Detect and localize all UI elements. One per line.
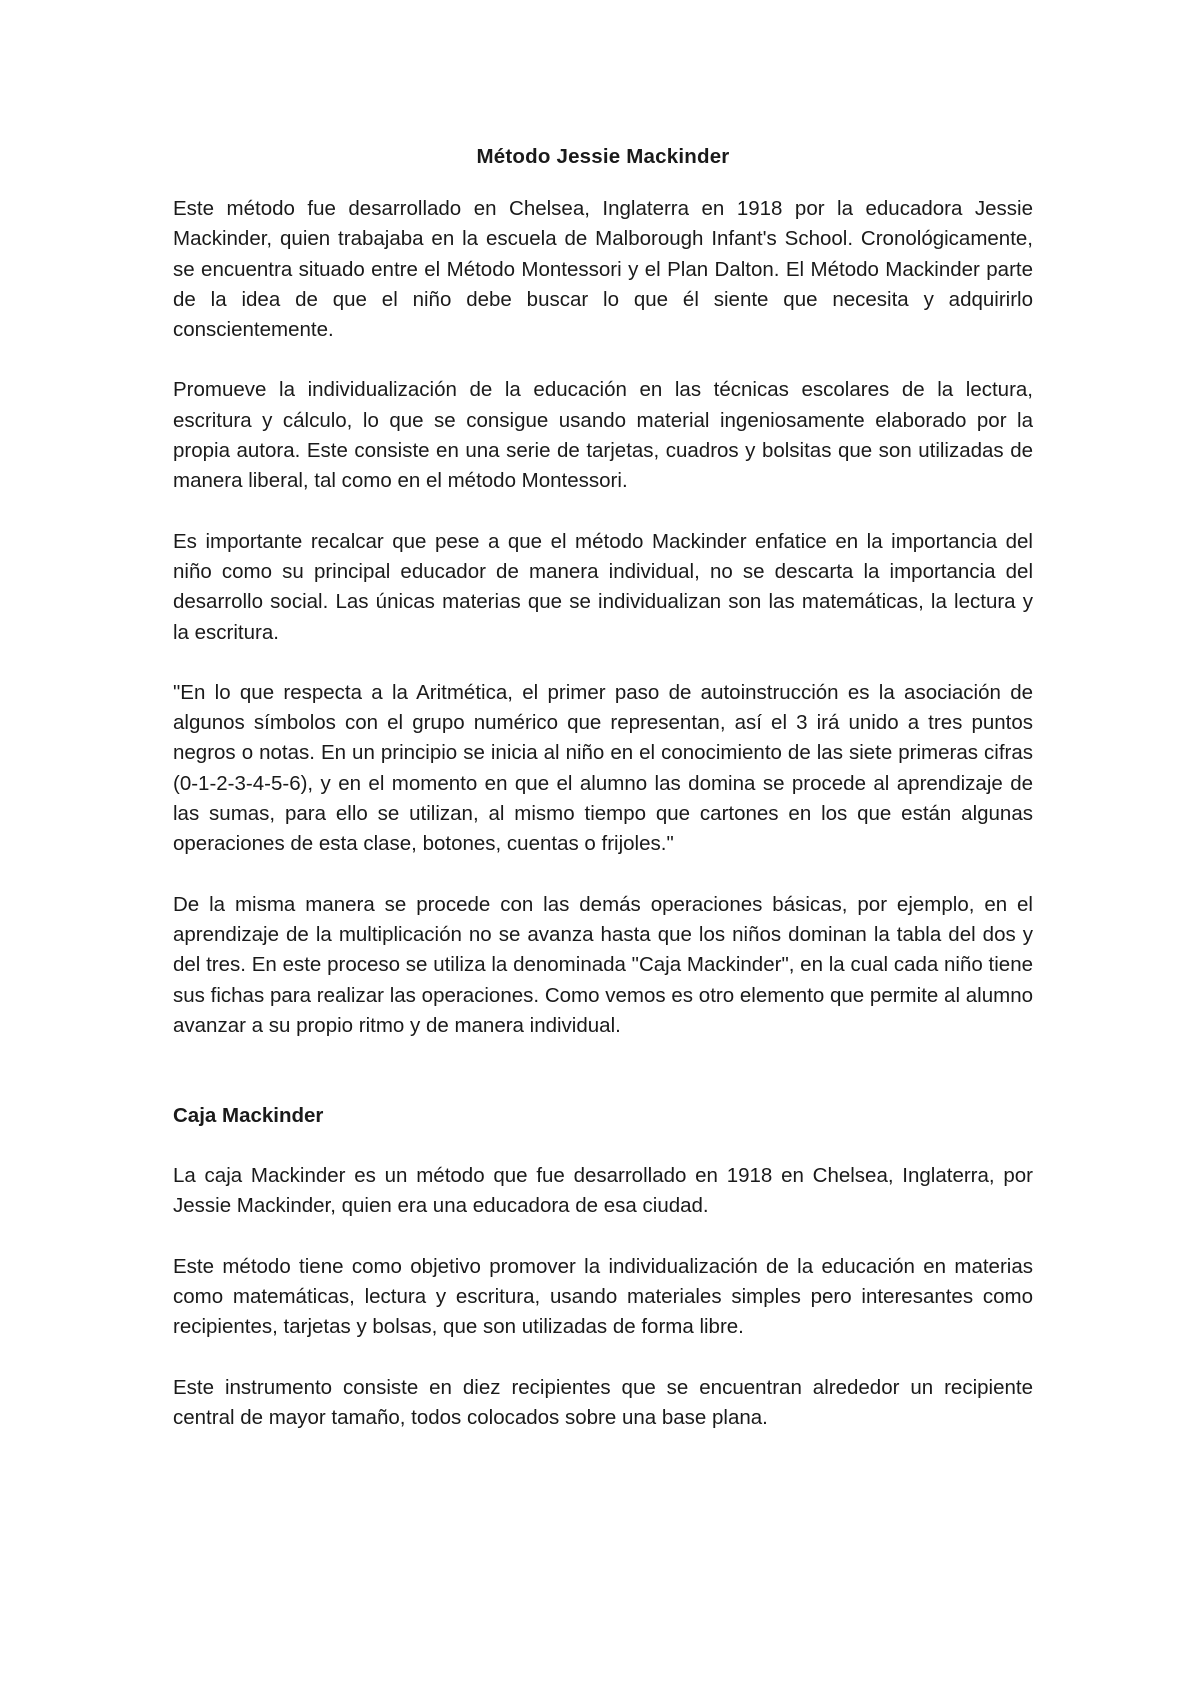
document-title: Método Jessie Mackinder bbox=[476, 145, 730, 168]
paragraph: Este método tiene como objetivo promover la individualización de la educación en materias como matemáticas, lectura y escritura, usando materiales simples pero interesantes como recipientes, tarjetas y bolsas, que son utilizadas de forma libre. bbox=[173, 1254, 1033, 1339]
paragraph: La caja Mackinder es un método que fue desarrollado en 1918 en Chelsea, Inglaterra, por Jessie Mackinder, quien era una educadora de esa ciudad. bbox=[173, 1164, 1033, 1218]
section-heading: Caja Mackinder bbox=[173, 1104, 324, 1128]
paragraph: "En lo que respecta a la Aritmética, el primer paso de autoinstrucción es la asociación de algunos símbolos con el grupo numérico que representan, así el 3 irá unido a tres puntos negros o notas. En un principio se inicia al niño en el conocimiento de las siete primeras cifras (0-1-2-3-4-5-6), y en el momento en que el alumno las domina se procede al aprendizaje de las sumas, para ello se utilizan, al mismo tiempo que cartones en los que están algunas operaciones de esta clase, botones, cuentas o frijoles." bbox=[173, 680, 1033, 856]
paragraph: De la misma manera se procede con las demás operaciones básicas, por ejemplo, en el aprendizaje de la multiplicación no se avanza hasta que los niños dominan la tabla del dos y del tres. En este proceso se utiliza la denominada "Caja Mackinder", en la cual cada niño tiene sus fichas para realizar las operaciones. Como vemos es otro elemento que permite al alumno avanzar a su propio ritmo y de manera individual. bbox=[173, 892, 1033, 1037]
paragraph: Este método fue desarrollado en Chelsea, Inglaterra en 1918 por la educadora Jessie Mackinder, quien trabajaba en la escuela de Malborough Infant's School. Cronológicamente, se encuentra situado entre el Método Montessori y el Plan Dalton. El Método Mackinder parte de la idea de que el niño debe buscar lo que él siente que necesita y adquirirlo conscientemente. bbox=[173, 197, 1033, 342]
paragraph: Este instrumento consiste en diez recipientes que se encuentran alrededor un recipiente central de mayor tamaño, todos colocados sobre una base plana. bbox=[173, 1375, 1033, 1429]
paragraph: Es importante recalcar que pese a que el método Mackinder enfatice en la importancia del niño como su principal educador de manera individual, no se descarta la importancia del desarrollo social. Las únicas materias que se individualizan son las matemáticas, la lectura y la escritura. bbox=[173, 529, 1033, 644]
paragraph: Promueve la individualización de la educación en las técnicas escolares de la lectura, escritura y cálculo, lo que se consigue usando material ingeniosamente elaborado por la propia autora. Este consiste en una serie de tarjetas, cuadros y bolsitas que son utilizadas de manera liberal, tal como en el método Montessori. bbox=[173, 378, 1033, 493]
document-body bbox=[173, 142, 1033, 1463]
